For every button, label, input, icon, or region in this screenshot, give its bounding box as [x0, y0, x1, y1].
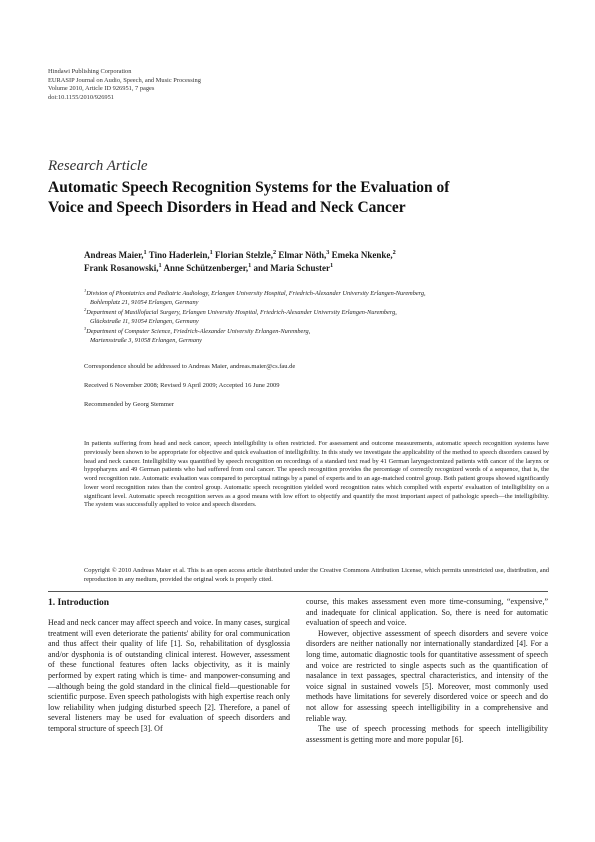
- recommended-by: Recommended by Georg Stemmer: [84, 401, 174, 408]
- author-affil-num: 1: [143, 249, 147, 256]
- affiliation-num: 3: [84, 325, 87, 331]
- section-heading: 1. Introduction: [48, 598, 110, 608]
- author-name: Tino Haderlein,: [148, 250, 210, 260]
- author-name: Andreas Maier,: [84, 250, 144, 260]
- article-type: Research Article: [48, 158, 148, 174]
- affiliation: [84, 289, 554, 307]
- author-name: Florian Stelzle,: [215, 250, 273, 260]
- author-affil-num: 2: [392, 249, 396, 256]
- right-column: [306, 597, 548, 745]
- affiliation: [84, 327, 554, 345]
- volume-info: Volume 2010, Article ID 926951, 7 pages: [48, 85, 155, 93]
- author-name: and Maria Schuster: [253, 263, 331, 273]
- author-affil-num: 1: [248, 262, 252, 269]
- submission-dates: Received 6 November 2008; Revised 9 April 2009; Accepted 16 June 2009: [84, 382, 280, 389]
- author-name: Anne Schützenberger,: [163, 263, 249, 273]
- title-line: Voice and Speech Disorders in Head and Neck Cancer: [48, 199, 406, 216]
- author-line: [84, 249, 554, 262]
- journal-header: [48, 68, 201, 102]
- affiliation-line: Department of Computer Science, Friedrich-Alexander University Erlangen-Nuremberg,: [86, 328, 311, 335]
- title-line: Automatic Speech Recognition Systems for the Evaluation of: [48, 179, 450, 196]
- affiliations: [84, 289, 554, 346]
- author-affil-num: 1: [330, 262, 334, 269]
- doi: doi:10.1155/2010/926951: [48, 93, 114, 101]
- author-affil-num: 1: [158, 262, 162, 269]
- author-name: Emeka Nkenke,: [331, 250, 393, 260]
- divider: [48, 591, 548, 592]
- affiliation-line: Martensstraße 3, 91058 Erlangen, Germany: [90, 337, 202, 344]
- left-column: [48, 597, 290, 735]
- author-list: [84, 249, 554, 275]
- journal-name: EURASIP Journal on Audio, Speech, and Music Processing: [48, 76, 201, 84]
- publisher: Hindawi Publishing Corporation: [48, 68, 132, 75]
- abstract: In patients suffering from head and neck cancer, speech intelligibility is often restricted. For assessment and outcome measurements, automatic speech recognition systems have previously been shown to be appropriate for objective and quick evaluation of intelligibility. In this study we investigate the applicability of the method to speech disorders caused by head and neck cancer. Intelligibility was quantified by speech recognition on recordings of a standard text read by 41 German laryngectomized patients with cancer of the larynx or hypopharynx and 49 German patients who had suffered from oral cancer. The speech recognition provides the percentage of correctly recognized words of a sequence, that is, the word recognition rate. Automatic evaluation was compared to perceptual ratings by a panel of experts and to an age-matched control group. Both patient groups showed significantly lower word recognition rates than the control group. Automatic speech recognition yielded word recognition rates which complied with experts' evaluation of intelligibility on a significant level. Automatic speech recognition serves as a good means with low effort to objectify and quantify the most important aspect of pathologic speech—the intelligibility. The system was successfully applied to voice and speech disorders.: [84, 440, 549, 509]
- author-affil-num: 2: [273, 249, 277, 256]
- copyright-notice: Copyright © 2010 Andreas Maier et al. This is an open access article distributed under the Creative Commons Attribution License, which permits unrestricted use, distribution, and reproduction in any medium, provided the original work is properly cited.: [84, 567, 549, 583]
- affiliation-line: Department of Maxillofacial Surgery, Erlangen University Hospital, Friedrich-Alexander University Erlangen-Nuremberg,: [86, 309, 397, 316]
- affiliation: [84, 308, 554, 326]
- body-paragraph: course, this makes assessment even more time-consuming, “expensive,” and inadequate for clinical application. So, there is need for automatic evaluation of speech and voice.: [306, 597, 548, 628]
- author-name: Elmar Nöth,: [278, 250, 327, 260]
- affiliation-num: 2: [84, 306, 87, 312]
- paper-title: [48, 178, 548, 218]
- author-line: [84, 262, 554, 275]
- author-affil-num: 1: [209, 249, 213, 256]
- affiliation-line: Glückstraße 11, 91054 Erlangen, Germany: [90, 318, 199, 325]
- affiliation-line: Division of Phoniatrics and Pediatric Audiology, Erlangen University Hospital, Friedrich-Alexander University Erlangen-Nuremberg,: [86, 290, 426, 297]
- body-paragraph: The use of speech processing methods for speech intelligibility assessment is getting more and more popular [6].: [306, 724, 548, 744]
- affiliation-line: Bohlenplatz 21, 91054 Erlangen, Germany: [90, 299, 199, 306]
- body-paragraph: Head and neck cancer may affect speech and voice. In many cases, surgical treatment will even deteriorate the patients' ability for oral communication and thus affect their quality of life [1]. So, rehabilitation of dysglossia and/or dysphonia is of outstanding clinical interest. However, assessment of these functional features often lacks objectivity, as it is mainly performed by expert rating which is time- and manpower-consuming and—although being the gold standard in the clinical field—questionable for scientific purpose. Even speech pathologists with high expertise reach only low reliability when judging disturbed speech [2]. Therefore, a panel of several listeners may be used for evaluation of speech disorders and temporal structure of speech [3]. Of: [48, 618, 290, 733]
- affiliation-num: 1: [84, 287, 87, 293]
- author-affil-num: 3: [326, 249, 330, 256]
- correspondence: Correspondence should be addressed to Andreas Maier, andreas.maier@cs.fau.de: [84, 363, 296, 370]
- body-paragraph: However, objective assessment of speech disorders and severe voice disorders are neither nationally nor internationally standardized [4]. For a long time, automatic diagnostic tools for quantitative assessment of speech and voice are restricted to single aspects such as the quantification of nasalance in text passages, spectral characteristics, and intensity of the voice signal in sustained vowels [5]. Moreover, most commonly used methods have limitations for severely disordered voice or speech and do not allow for assessing speech intelligibility in a comprehensive and reliable way.: [306, 628, 548, 723]
- author-name: Frank Rosanowski,: [84, 263, 159, 273]
